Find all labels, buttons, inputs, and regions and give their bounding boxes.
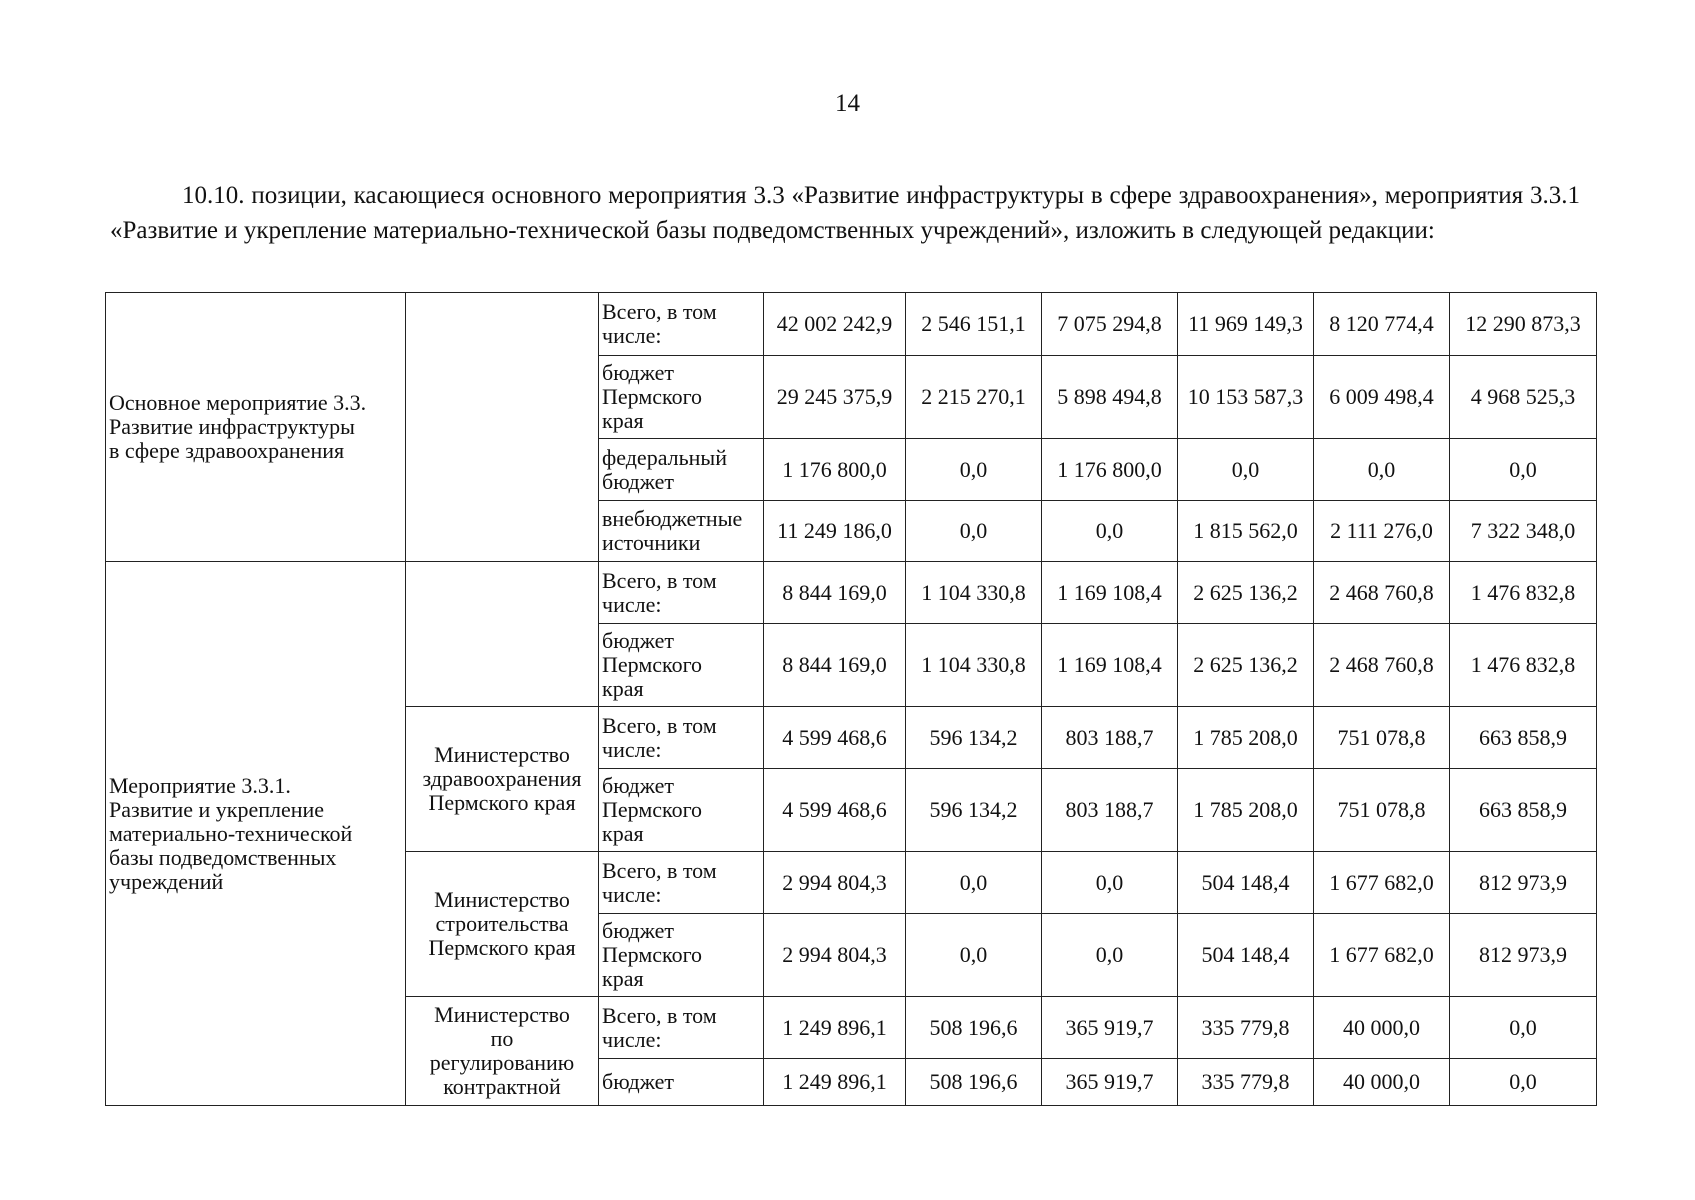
value-cell: 1 176 800,0 [1042,439,1178,501]
value-cell: 2 625 136,2 [1178,624,1314,707]
value-cell: 2 546 151,1 [906,293,1042,356]
executor-cell-empty [406,293,599,562]
value-cell: 0,0 [1450,1059,1597,1106]
value-cell: 7 075 294,8 [1042,293,1178,356]
intro-item-number: 10.10. [182,182,245,209]
value-cell: 0,0 [1178,439,1314,501]
value-cell: 1 176 800,0 [764,439,906,501]
value-cell: 11 969 149,3 [1178,293,1314,356]
source-cell: Всего, в том числе: [599,562,764,624]
value-cell: 1 104 330,8 [906,624,1042,707]
main-event-cell: Основное мероприятие 3.3. Развитие инфраструктуры в сфере здравоохранения [106,293,406,562]
value-cell: 5 898 494,8 [1042,356,1178,439]
executor-cell: Министерство строительства Пермского края [406,852,599,997]
value-cell: 1 104 330,8 [906,562,1042,624]
value-cell: 4 599 468,6 [764,707,906,769]
value-cell: 663 858,9 [1450,707,1597,769]
value-cell: 596 134,2 [906,769,1042,852]
value-cell: 2 994 804,3 [764,914,906,997]
value-cell: 803 188,7 [1042,769,1178,852]
value-cell: 2 468 760,8 [1314,562,1450,624]
source-cell: Всего, в том числе: [599,997,764,1059]
value-cell: 365 919,7 [1042,1059,1178,1106]
sub-event-cell: Мероприятие 3.3.1. Развитие и укрепление материально-технической базы подведомственных учреждений [106,562,406,1106]
executor-cell-empty [406,562,599,707]
value-cell: 0,0 [906,501,1042,562]
value-cell: 29 245 375,9 [764,356,906,439]
value-cell: 11 249 186,0 [764,501,906,562]
value-cell: 1 677 682,0 [1314,852,1450,914]
value-cell: 40 000,0 [1314,997,1450,1059]
table-row [106,562,1597,624]
source-cell: внебюджетные источники [599,501,764,562]
value-cell: 1 169 108,4 [1042,562,1178,624]
value-cell: 10 153 587,3 [1178,356,1314,439]
value-cell: 504 148,4 [1178,914,1314,997]
value-cell: 803 188,7 [1042,707,1178,769]
value-cell: 1 169 108,4 [1042,624,1178,707]
value-cell: 1 476 832,8 [1450,624,1597,707]
value-cell: 0,0 [1042,914,1178,997]
value-cell: 2 994 804,3 [764,852,906,914]
source-cell: бюджет Пермского края [599,356,764,439]
value-cell: 2 468 760,8 [1314,624,1450,707]
value-cell: 1 785 208,0 [1178,707,1314,769]
value-cell: 1 249 896,1 [764,997,906,1059]
intro-paragraph [110,178,1580,248]
source-cell: Всего, в том числе: [599,293,764,356]
value-cell: 365 919,7 [1042,997,1178,1059]
value-cell: 1 785 208,0 [1178,769,1314,852]
value-cell: 8 844 169,0 [764,624,906,707]
value-cell: 12 290 873,3 [1450,293,1597,356]
table-row [106,293,1597,356]
value-cell: 2 625 136,2 [1178,562,1314,624]
value-cell: 4 968 525,3 [1450,356,1597,439]
executor-cell: Министерство по регулированию контрактной [406,997,599,1106]
value-cell: 812 973,9 [1450,914,1597,997]
source-cell: бюджет Пермского края [599,769,764,852]
value-cell: 4 599 468,6 [764,769,906,852]
source-cell: Всего, в том числе: [599,852,764,914]
value-cell: 0,0 [1450,997,1597,1059]
value-cell: 1 476 832,8 [1450,562,1597,624]
value-cell: 8 844 169,0 [764,562,906,624]
source-cell: федеральный бюджет [599,439,764,501]
value-cell: 812 973,9 [1450,852,1597,914]
value-cell: 1 249 896,1 [764,1059,906,1106]
source-cell: Всего, в том числе: [599,707,764,769]
value-cell: 6 009 498,4 [1314,356,1450,439]
value-cell: 2 215 270,1 [906,356,1042,439]
value-cell: 0,0 [906,914,1042,997]
value-cell: 751 078,8 [1314,707,1450,769]
page-number: 14 [835,90,860,117]
value-cell: 508 196,6 [906,997,1042,1059]
executor-cell: Министерство здравоохранения Пермского края [406,707,599,852]
value-cell: 1 677 682,0 [1314,914,1450,997]
value-cell: 504 148,4 [1178,852,1314,914]
value-cell: 0,0 [1042,852,1178,914]
value-cell: 8 120 774,4 [1314,293,1450,356]
value-cell: 0,0 [1314,439,1450,501]
budget-table [105,292,1597,1106]
value-cell: 663 858,9 [1450,769,1597,852]
value-cell: 0,0 [906,852,1042,914]
value-cell: 335 779,8 [1178,997,1314,1059]
value-cell: 508 196,6 [906,1059,1042,1106]
source-cell: бюджет [599,1059,764,1106]
value-cell: 2 111 276,0 [1314,501,1450,562]
value-cell: 7 322 348,0 [1450,501,1597,562]
value-cell: 335 779,8 [1178,1059,1314,1106]
value-cell: 40 000,0 [1314,1059,1450,1106]
source-cell: бюджет Пермского края [599,914,764,997]
value-cell: 596 134,2 [906,707,1042,769]
value-cell: 0,0 [1450,439,1597,501]
source-cell: бюджет Пермского края [599,624,764,707]
intro-text: позиции, касающиеся основного мероприятия 3.3 «Развитие инфраструктуры в сфере здравоохранения», мероприятия 3.3.1 «Развитие и укрепление материально-технической базы подведомственных учреждений», изложить в следующей редакции: [110,182,1580,244]
value-cell: 0,0 [906,439,1042,501]
value-cell: 0,0 [1042,501,1178,562]
value-cell: 42 002 242,9 [764,293,906,356]
value-cell: 751 078,8 [1314,769,1450,852]
value-cell: 1 815 562,0 [1178,501,1314,562]
